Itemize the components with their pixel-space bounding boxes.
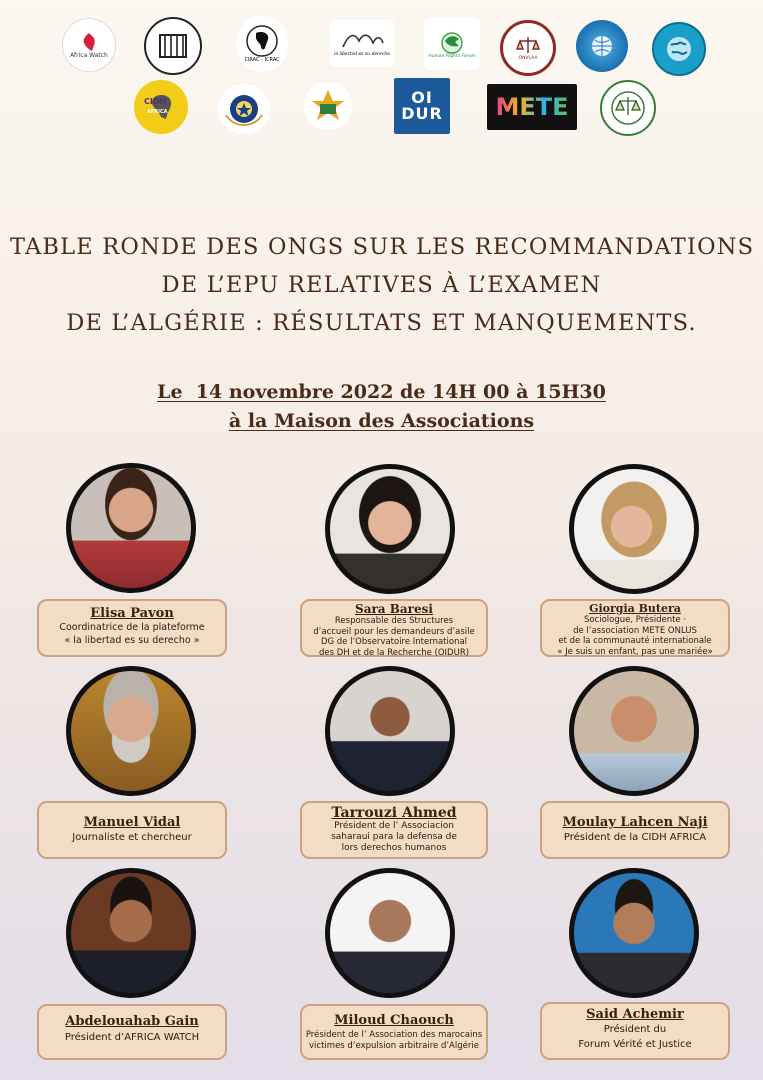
speaker-name: Moulay Lahcen Naji <box>562 815 708 830</box>
title-line-2: DE L’EPU RELATIVES À L’EXAMEN <box>161 272 602 298</box>
speaker-name: Miloud Chaouch <box>334 1013 454 1028</box>
speaker-card-moulay-lahcen-naji <box>540 801 730 859</box>
event-date: Le 14 novembre 2022 de 14H 00 à 15H30 <box>157 381 606 403</box>
speaker-card-tarrouzi-ahmed <box>300 801 488 859</box>
speaker-name: Manuel Vidal <box>83 815 181 830</box>
title-line-3: DE L’ALGÉRIE : RÉSULTATS ET MANQUEMENTS. <box>66 310 697 336</box>
speaker-role: Président d’AFRICA WATCH <box>64 1032 200 1043</box>
hands-org-logo <box>144 17 202 75</box>
speaker-photo-manuel-vidal <box>66 666 196 796</box>
libertad-logo: la libertad es su derecho <box>330 20 394 66</box>
speaker-role: Président de l’ Associacion saharaui para la defensa de lors derechos humanos <box>331 821 457 853</box>
speaker-card-manuel-vidal <box>37 801 227 859</box>
speaker-name: Elisa Pavon <box>90 606 174 621</box>
speaker-card-giorgia-butera <box>540 599 730 657</box>
speaker-name: Tarrouzi Ahmed <box>331 805 457 821</box>
speaker-role: Responsable des Structures d’accueil pour les demandeurs d’asile DG de l’Observatoire International des DH et de la Recherche (OIDUR) <box>313 616 475 658</box>
speaker-card-miloud-chaouch <box>300 1004 488 1060</box>
speaker-role: Président de la CIDH AFRICA <box>563 832 707 843</box>
oidur-logo: OI DUR <box>394 78 450 134</box>
world-org-logo <box>652 22 706 76</box>
speaker-photo-abdelouahab-gain <box>66 868 196 998</box>
cirac-logo: CIRAC - ICRAC <box>236 16 288 72</box>
speaker-card-abdelouahab-gain <box>37 1004 227 1060</box>
speaker-card-said-achemir <box>540 1002 730 1060</box>
mete-logo: METE <box>487 84 577 130</box>
title-line-1: TABLE RONDE DES ONGS SUR LES RECOMMANDATIONS <box>10 234 755 260</box>
speaker-photo-elisa-pavon <box>66 463 196 593</box>
speaker-card-elisa-pavon <box>37 599 227 657</box>
speaker-role: Président du Forum Vérité et Justice <box>578 1024 692 1050</box>
cidh-africa-logo <box>134 80 188 134</box>
onvlaa-logo: ONVLAA <box>500 20 556 76</box>
speaker-photo-moulay-lahcen-naji <box>569 666 699 796</box>
globe-org-logo <box>576 20 628 72</box>
star-org-logo <box>304 82 352 130</box>
speaker-role: Président de l’ Association des marocains victimes d’expulsion arbitraire d’Algérie <box>305 1030 483 1051</box>
speaker-card-sara-baresi <box>300 599 488 657</box>
speaker-name: Giorgia Butera <box>589 602 681 615</box>
event-title <box>10 228 753 342</box>
speaker-name: Said Achemir <box>586 1007 684 1022</box>
dove-logo: Human Rights Forum <box>424 18 480 70</box>
speaker-role: Coordinatrice de la plateforme « la libertad es su derecho » <box>59 622 205 646</box>
svg-text:AFRICA: AFRICA <box>147 109 168 115</box>
event-schedule <box>0 378 763 436</box>
speaker-photo-sara-baresi <box>325 464 455 594</box>
speaker-photo-said-achemir <box>569 868 699 998</box>
speaker-photo-giorgia-butera <box>569 464 699 594</box>
speaker-role: Sociologue, Présidente · de l’association METE ONLUS et de la communauté internationale « Je suis un enfant, pas une mariée» <box>557 615 713 657</box>
svg-text:CIDH: CIDH <box>144 97 167 106</box>
emblem-logo <box>218 84 270 134</box>
justice-forum-logo <box>600 80 656 136</box>
speaker-role: Journaliste et chercheur <box>72 832 192 843</box>
speaker-name: Abdelouahab Gain <box>65 1014 199 1029</box>
event-venue: à la Maison des Associations <box>228 410 535 432</box>
speaker-name: Sara Baresi <box>355 602 433 616</box>
speaker-photo-miloud-chaouch <box>325 868 455 998</box>
logos-bar <box>0 0 763 140</box>
speaker-photo-tarrouzi-ahmed <box>325 666 455 796</box>
africa-watch-logo: Africa Watch <box>62 18 116 72</box>
